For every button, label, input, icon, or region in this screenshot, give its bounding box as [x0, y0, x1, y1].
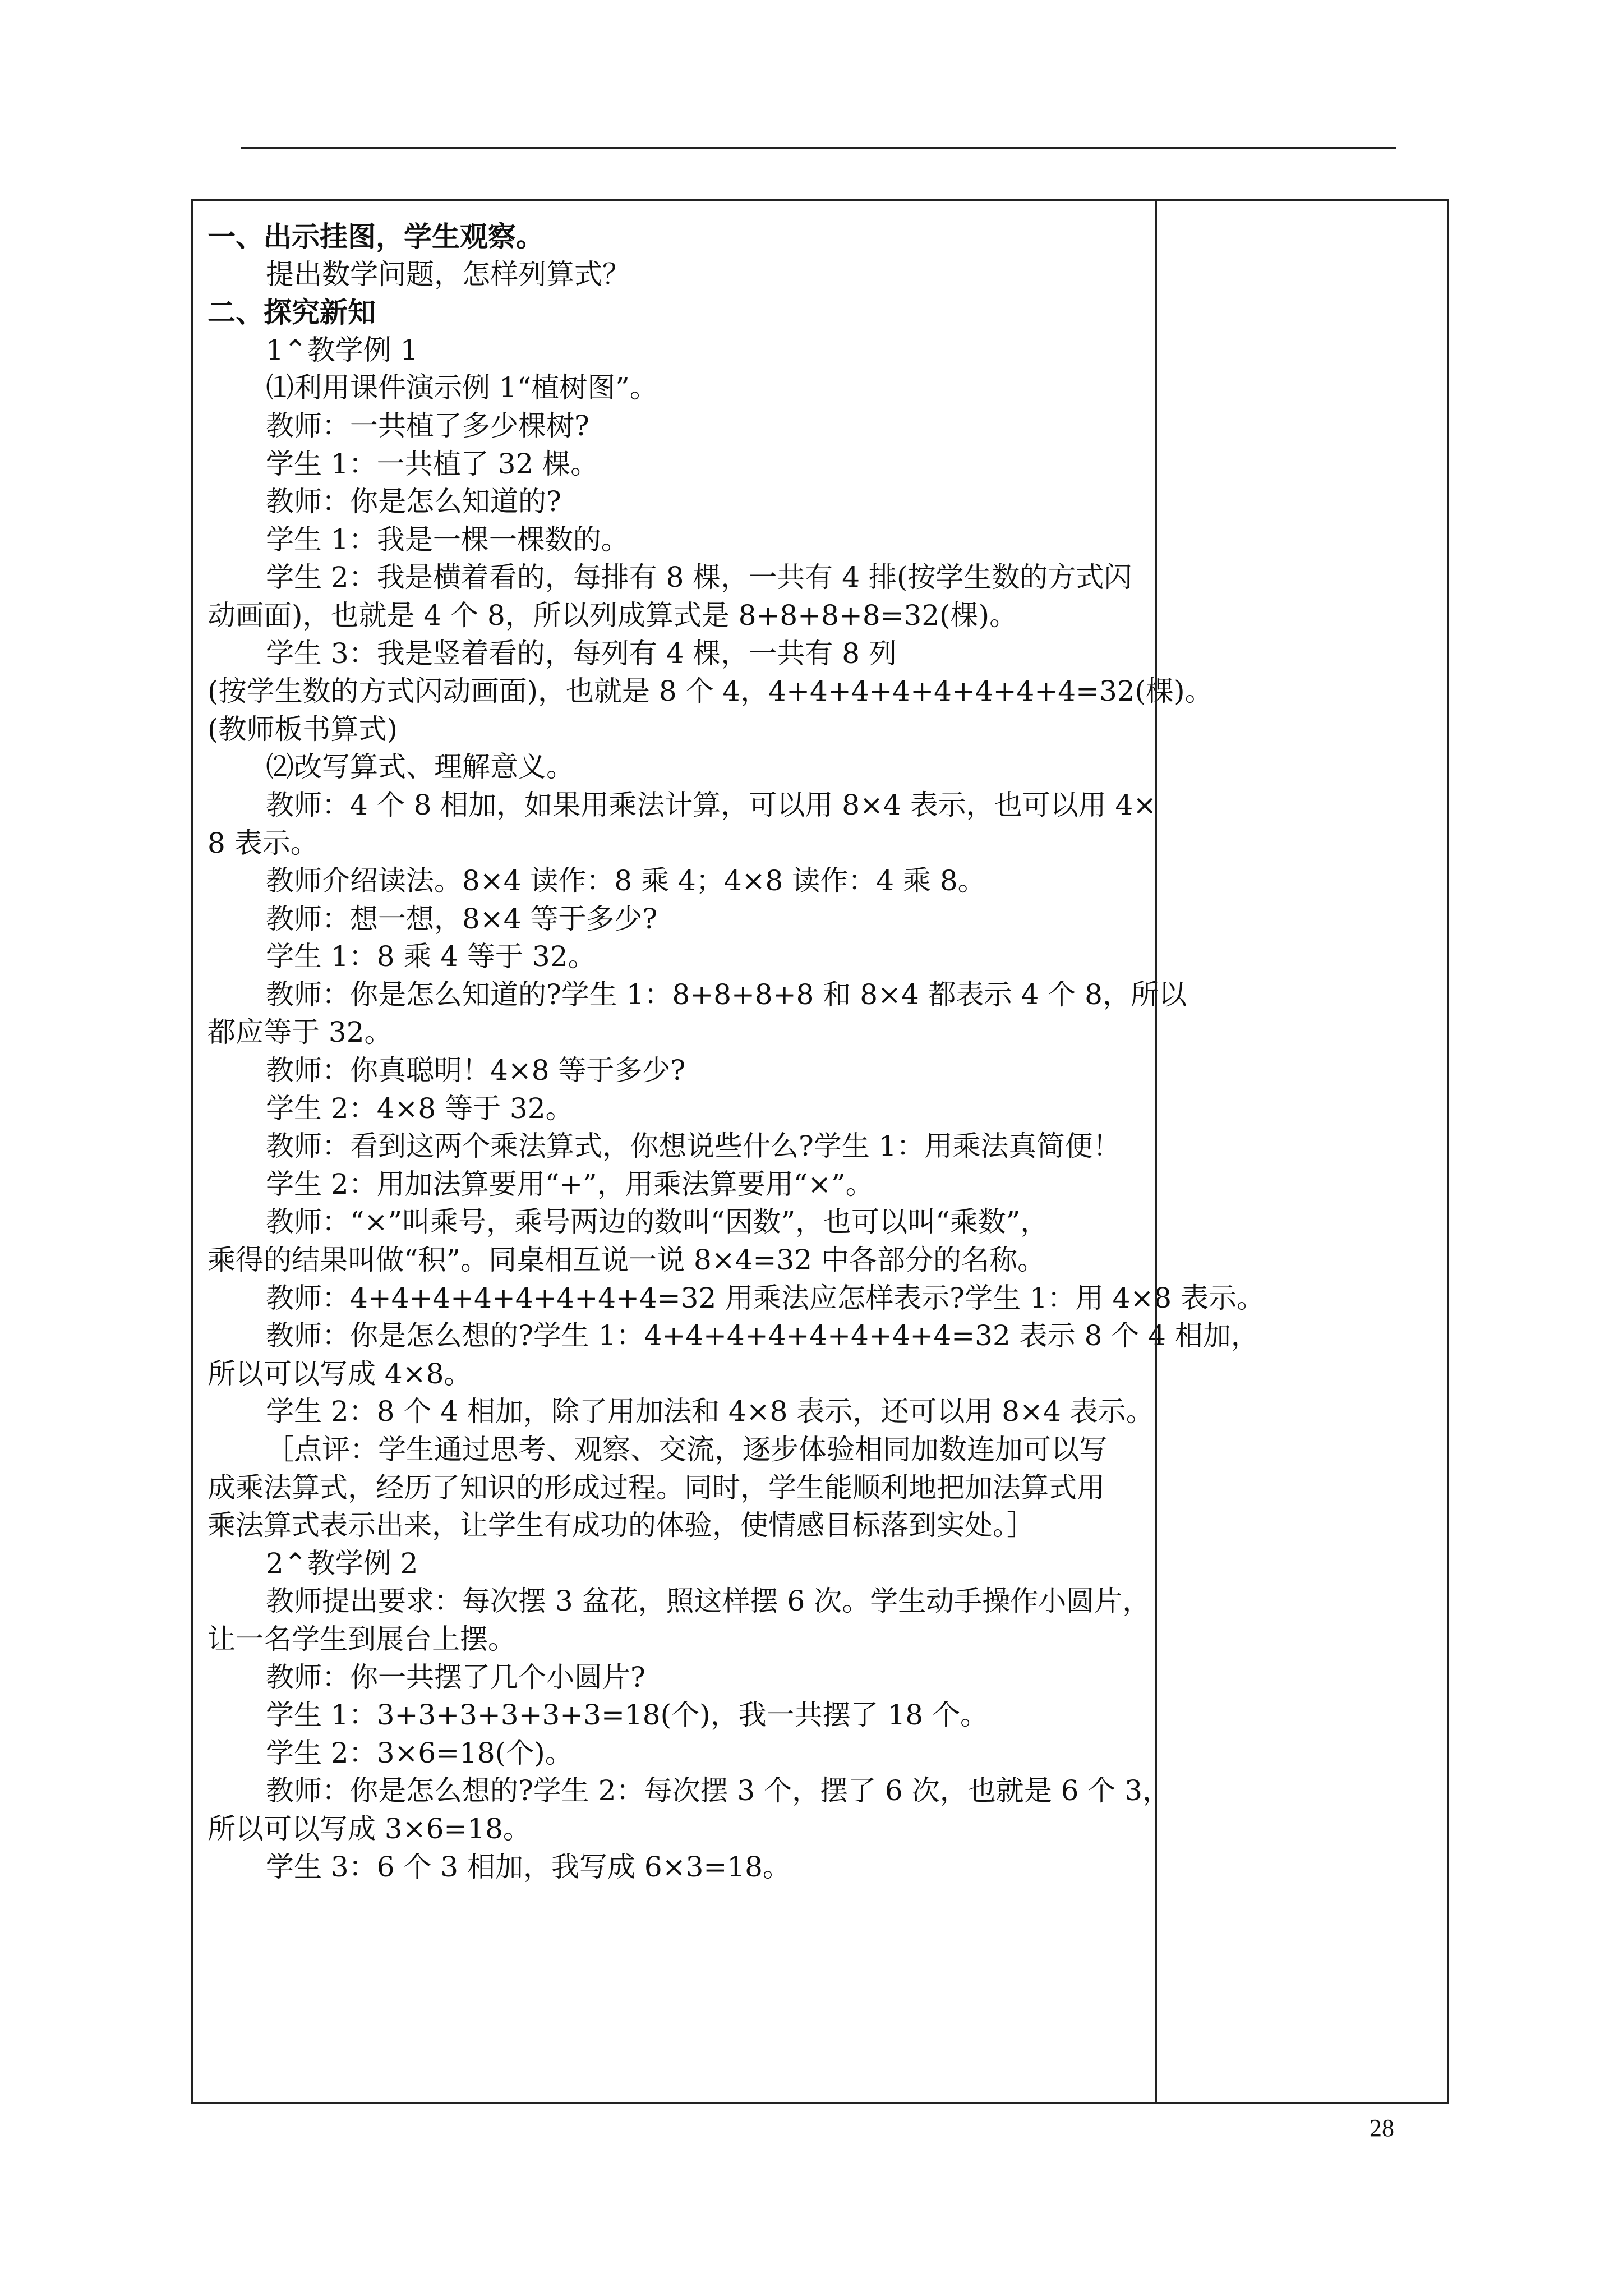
text-line: 教师：你一共摆了几个小圆片?: [266, 1660, 645, 1694]
text-line: ［点评：学生通过思考、观察、交流，逐步体验相同加数连加可以写: [266, 1433, 1107, 1466]
text-line: ⑴利用课件演示例 1“植树图”。: [266, 371, 658, 404]
text-line: 教师：“×”叫乘号，乘号两边的数叫“因数”，也可以叫“乘数”，: [266, 1205, 1049, 1239]
text-line: 都应等于 32。: [208, 1016, 393, 1049]
text-line: 教师：你真聪明！4×8 等于多少?: [266, 1054, 686, 1087]
page-number: 28: [1370, 2114, 1394, 2142]
text-line: 2⌃教学例 2: [266, 1547, 418, 1580]
text-line: 二、探究新知: [208, 296, 376, 329]
text-line: 教师：你是怎么想的?学生 2：每次摆 3 个，摆了 6 次，也就是 6 个 3，: [266, 1774, 1171, 1807]
text-line: 学生 2：4×8 等于 32。: [266, 1092, 574, 1125]
text-line: 学生 2：3×6=18(个)。: [266, 1736, 573, 1769]
text-line: 学生 1：3+3+3+3+3+3=18(个)，我一共摆了 18 个。: [266, 1699, 988, 1732]
text-line: 所以可以写成 3×6=18。: [208, 1812, 531, 1845]
text-line: 学生 1：一共植了 32 棵。: [266, 447, 599, 480]
text-line: 教师：4 个 8 相加，如果用乘法计算，可以用 8×4 表示，也可以用 4×: [266, 788, 1157, 821]
text-line: 提出数学问题，怎样列算式？: [266, 257, 630, 291]
lesson-content-cell: [208, 218, 1265, 1886]
text-line: 教师：你是怎么知道的?学生 1：8+8+8+8 和 8×4 都表示 4 个 8，所以: [266, 978, 1187, 1011]
text-line: 教师介绍读法。8×4 读作：8 乘 4；4×8 读作：4 乘 8。: [266, 864, 986, 898]
text-line: 8 表示。: [208, 826, 319, 859]
text-line: 教师：你是怎么知道的?: [266, 485, 561, 518]
text-line: 学生 2：8 个 4 相加，除了用加法和 4×8 表示，还可以用 8×4 表示。: [266, 1395, 1154, 1428]
text-line: 教师：4+4+4+4+4+4+4+4=32 用乘法应怎样表示?学生 1：用 4×8 表示。: [266, 1281, 1265, 1314]
text-line: 学生 1：8 乘 4 等于 32。: [266, 940, 596, 973]
text-line: 学生 2：用加法算要用“+”，用乘法算要用“×”。: [266, 1167, 874, 1200]
text-line: 乘法算式表示出来，让学生有成功的体验，使情感目标落到实处。］: [208, 1509, 1035, 1542]
text-line: 教师：你是怎么想的?学生 1：4+4+4+4+4+4+4+4=32 表示 8 个 4 相加，: [266, 1319, 1259, 1352]
text-line: 一、出示挂图，学生观察。: [208, 220, 544, 253]
text-line: 学生 3：我是竖着看的，每列有 4 棵，一共有 8 列: [266, 637, 897, 670]
text-line: 让一名学生到展台上摆。: [208, 1622, 516, 1655]
notes-cell: [1159, 201, 1447, 2102]
text-line: 学生 3：6 个 3 相加，我写成 6×3=18。: [266, 1850, 791, 1883]
column-divider: [1155, 201, 1157, 2102]
text-line: 所以可以写成 4×8。: [208, 1357, 472, 1390]
lesson-table: [191, 199, 1449, 2104]
text-line: (按学生数的方式闪动画面)，也就是 8 个 4，4+4+4+4+4+4+4+4=32(棵)。: [208, 675, 1213, 708]
text-line: ⑵改写算式、理解意义。: [266, 751, 574, 784]
text-line: 教师：想一想，8×4 等于多少?: [266, 902, 658, 935]
text-line: 教师：一共植了多少棵树?: [266, 409, 589, 442]
text-line: 乘得的结果叫做“积”。同桌相互说一说 8×4=32 中各部分的名称。: [208, 1244, 1045, 1277]
text-line: 动画面)，也就是 4 个 8，所以列成算式是 8+8+8+8=32(棵)。: [208, 599, 1018, 632]
text-line: 学生 1：我是一棵一棵数的。: [266, 523, 629, 556]
text-line: 成乘法算式，经历了知识的形成过程。同时，学生能顺利地把加法算式用: [208, 1471, 1105, 1504]
text-line: 教师：看到这两个乘法算式，你想说些什么?学生 1：用乘法真简便！: [266, 1130, 1121, 1163]
text-line: 学生 2：我是横着看的，每排有 8 棵，一共有 4 排(按学生数的方式闪: [266, 561, 1132, 594]
text-line: (教师板书算式): [208, 712, 398, 746]
text-line: 教师提出要求：每次摆 3 盆花，照这样摆 6 次。学生动手操作小圆片，: [266, 1585, 1151, 1618]
header-rule: [241, 147, 1396, 149]
text-line: 1⌃教学例 1: [266, 333, 418, 366]
